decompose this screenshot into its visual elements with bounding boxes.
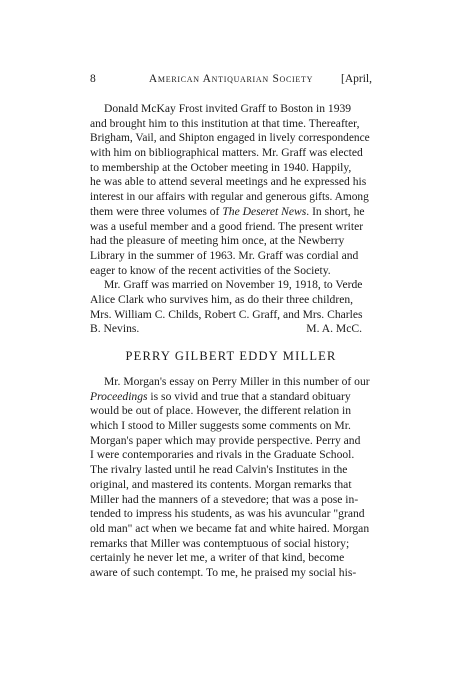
section-heading: PERRY GILBERT EDDY MILLER [125,349,337,363]
newspaper-title: The Deseret News [222,204,307,218]
text-run: is so vivid and true that a standard obituary [147,389,351,403]
text-run: them were three volumes of [90,204,223,218]
text-line: The rivalry lasted until he read Calvin's Institutes in the [90,463,348,477]
graff-obituary-text [90,102,372,337]
text-line: interest in our affairs with regular and generous gifts. Among [90,191,369,204]
text-line: Miller had the manners of a stevedore; that was a pose in- [90,492,359,506]
text-line: would be out of place. However, the different relation in [90,404,352,418]
text-line: remarks that Miller was contemptuous of social history; [90,536,350,550]
text-line: with him on bibliographical matters. Mr. Graff was elected [90,146,363,160]
text-line: old man" act when we became fat and white haired. Morgan [90,521,370,535]
text-line: was a useful member and a good friend. The present writer [90,219,364,233]
text-run: B. Nevins. [90,322,140,336]
text-line: original, and mastered its contents. Morgan remarks that [90,477,352,491]
text-line: Mr. Morgan's essay on Perry Miller in this number of our [104,375,370,388]
text-line [90,390,372,405]
issue-month: [April, [341,73,372,85]
text-line: I were contemporaries and rivals in the Graduate School. [90,448,355,462]
text-run: . In short, he [306,204,365,218]
text-line: and brought him to this institution at that time. Thereafter, [90,116,360,130]
journal-name: Proceedings [90,389,148,403]
text-line-with-signature [90,322,372,337]
miller-obituary-text [90,375,372,581]
text-line: which I stood to Miller suggests some comments on Mr. [90,419,351,433]
text-line: Morgan's paper which may provide perspective. Perry and [90,433,361,447]
text-line: aware of such contempt. To me, he praised my social his- [90,565,357,579]
text-line: he was able to attend several meetings and he expressed his [90,175,367,189]
page-number: 8 [90,73,96,85]
text-line: to membership at the October meeting in 1940. Happily, [90,160,352,174]
text-line: Brigham, Vail, and Shipton engaged in lively correspondence [90,132,370,145]
text-line: Mrs. William C. Childs, Robert C. Graff, and Mrs. Charles [90,307,363,321]
text-line: eager to know of the recent activities of the Society. [90,263,331,277]
text-line [90,205,372,220]
text-line: Mr. Graff was married on November 19, 1918, to Verde [104,278,363,292]
text-line: tended to impress his students, as was his avuncular "grand [90,507,365,521]
text-line: Donald McKay Frost invited Graff to Boston in 1939 [104,102,352,115]
text-line: had the pleasure of meeting him once, at the Newberry [90,234,345,248]
running-head [90,73,372,89]
text-line: Alice Clark who survives him, as do their three children, [90,292,354,306]
text-line: certainly he never let me, a writer of that kind, become [90,551,345,565]
journal-title: American Antiquarian Society [148,73,314,85]
text-line: Library in the summer of 1963. Mr. Graff was cordial and [90,248,359,262]
author-signature: M. A. McC. [306,322,362,336]
